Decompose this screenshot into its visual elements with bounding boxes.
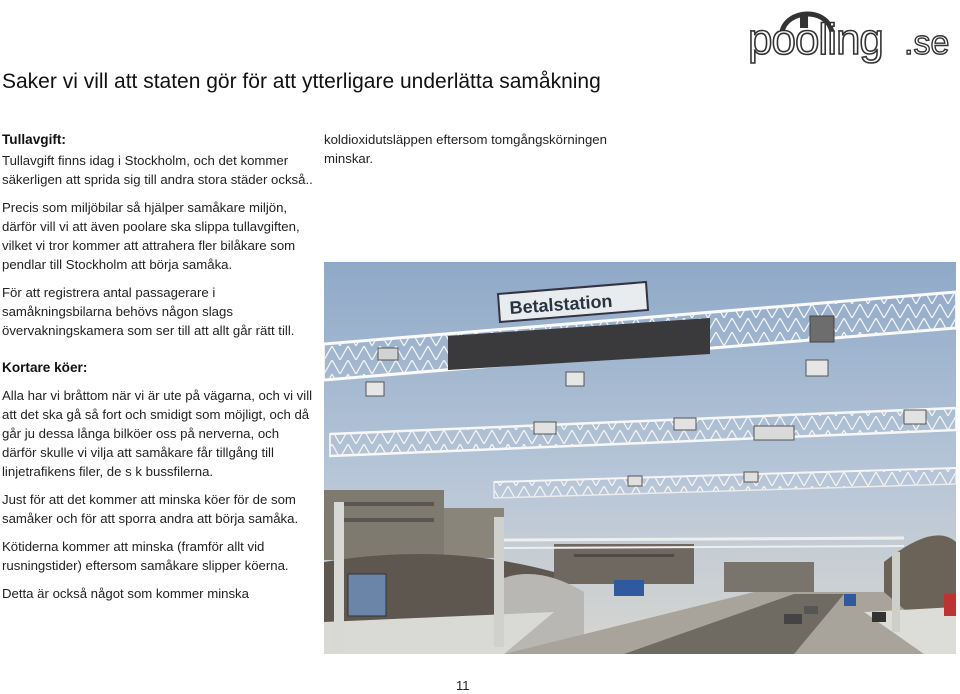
- betalstation-sign-text: Betalstation: [508, 290, 614, 318]
- paragraph: Alla har vi bråttom när vi är ute på vägarna, och vi vill att det ska gå så fort och smidigt som möjligt, och då går ju dessa långa bilköer oss på nerverna, och därför skulle vi vilja att samåkare får tillgång till linjetrafikens filer, de s k bussfilerna.: [2, 388, 313, 479]
- paragraph: koldioxidutsläppen eftersom tomgångskörningen minskar.: [324, 132, 607, 166]
- paragraph: Just för att det kommer att minska köer för de som samåker och för att sporra andra att börja samåka.: [2, 492, 299, 526]
- left-column: [2, 130, 314, 612]
- pooling-logo: [748, 2, 956, 72]
- paragraph: Tullavgift finns idag i Stockholm, och det kommer säkerligen att sprida sig till andra stora städer också..: [2, 153, 313, 187]
- right-column: [324, 130, 654, 168]
- svg-text:pooling: pooling: [748, 15, 883, 64]
- page-title: Saker vi vill att staten gör för att ytterligare underlätta samåkning: [2, 70, 601, 93]
- page-number: 11: [456, 678, 470, 693]
- svg-text:.se: .se: [904, 24, 950, 62]
- toll-station-photo: [324, 262, 956, 654]
- heading-tullavgift: Tullavgift:: [2, 132, 66, 147]
- heading-kortare-koer: Kortare köer:: [2, 360, 88, 375]
- paragraph: Kötiderna kommer att minska (framför allt vid rusningstider) eftersom samåkare slipper köerna.: [2, 539, 289, 573]
- paragraph: Precis som miljöbilar så hjälper samåkare miljön, därför vill vi att även poolare ska slippa tullavgiften, vilket vi tror kommer att attrahera fler bilåkare som pendlar till Stockholm att börja samåka.: [2, 200, 300, 272]
- paragraph: Detta är också något som kommer minska: [2, 586, 249, 601]
- paragraph: För att registrera antal passagerare i samåkningsbilarna behövs någon slags övervakningskamera som ser till att allt går rätt till.: [2, 285, 295, 338]
